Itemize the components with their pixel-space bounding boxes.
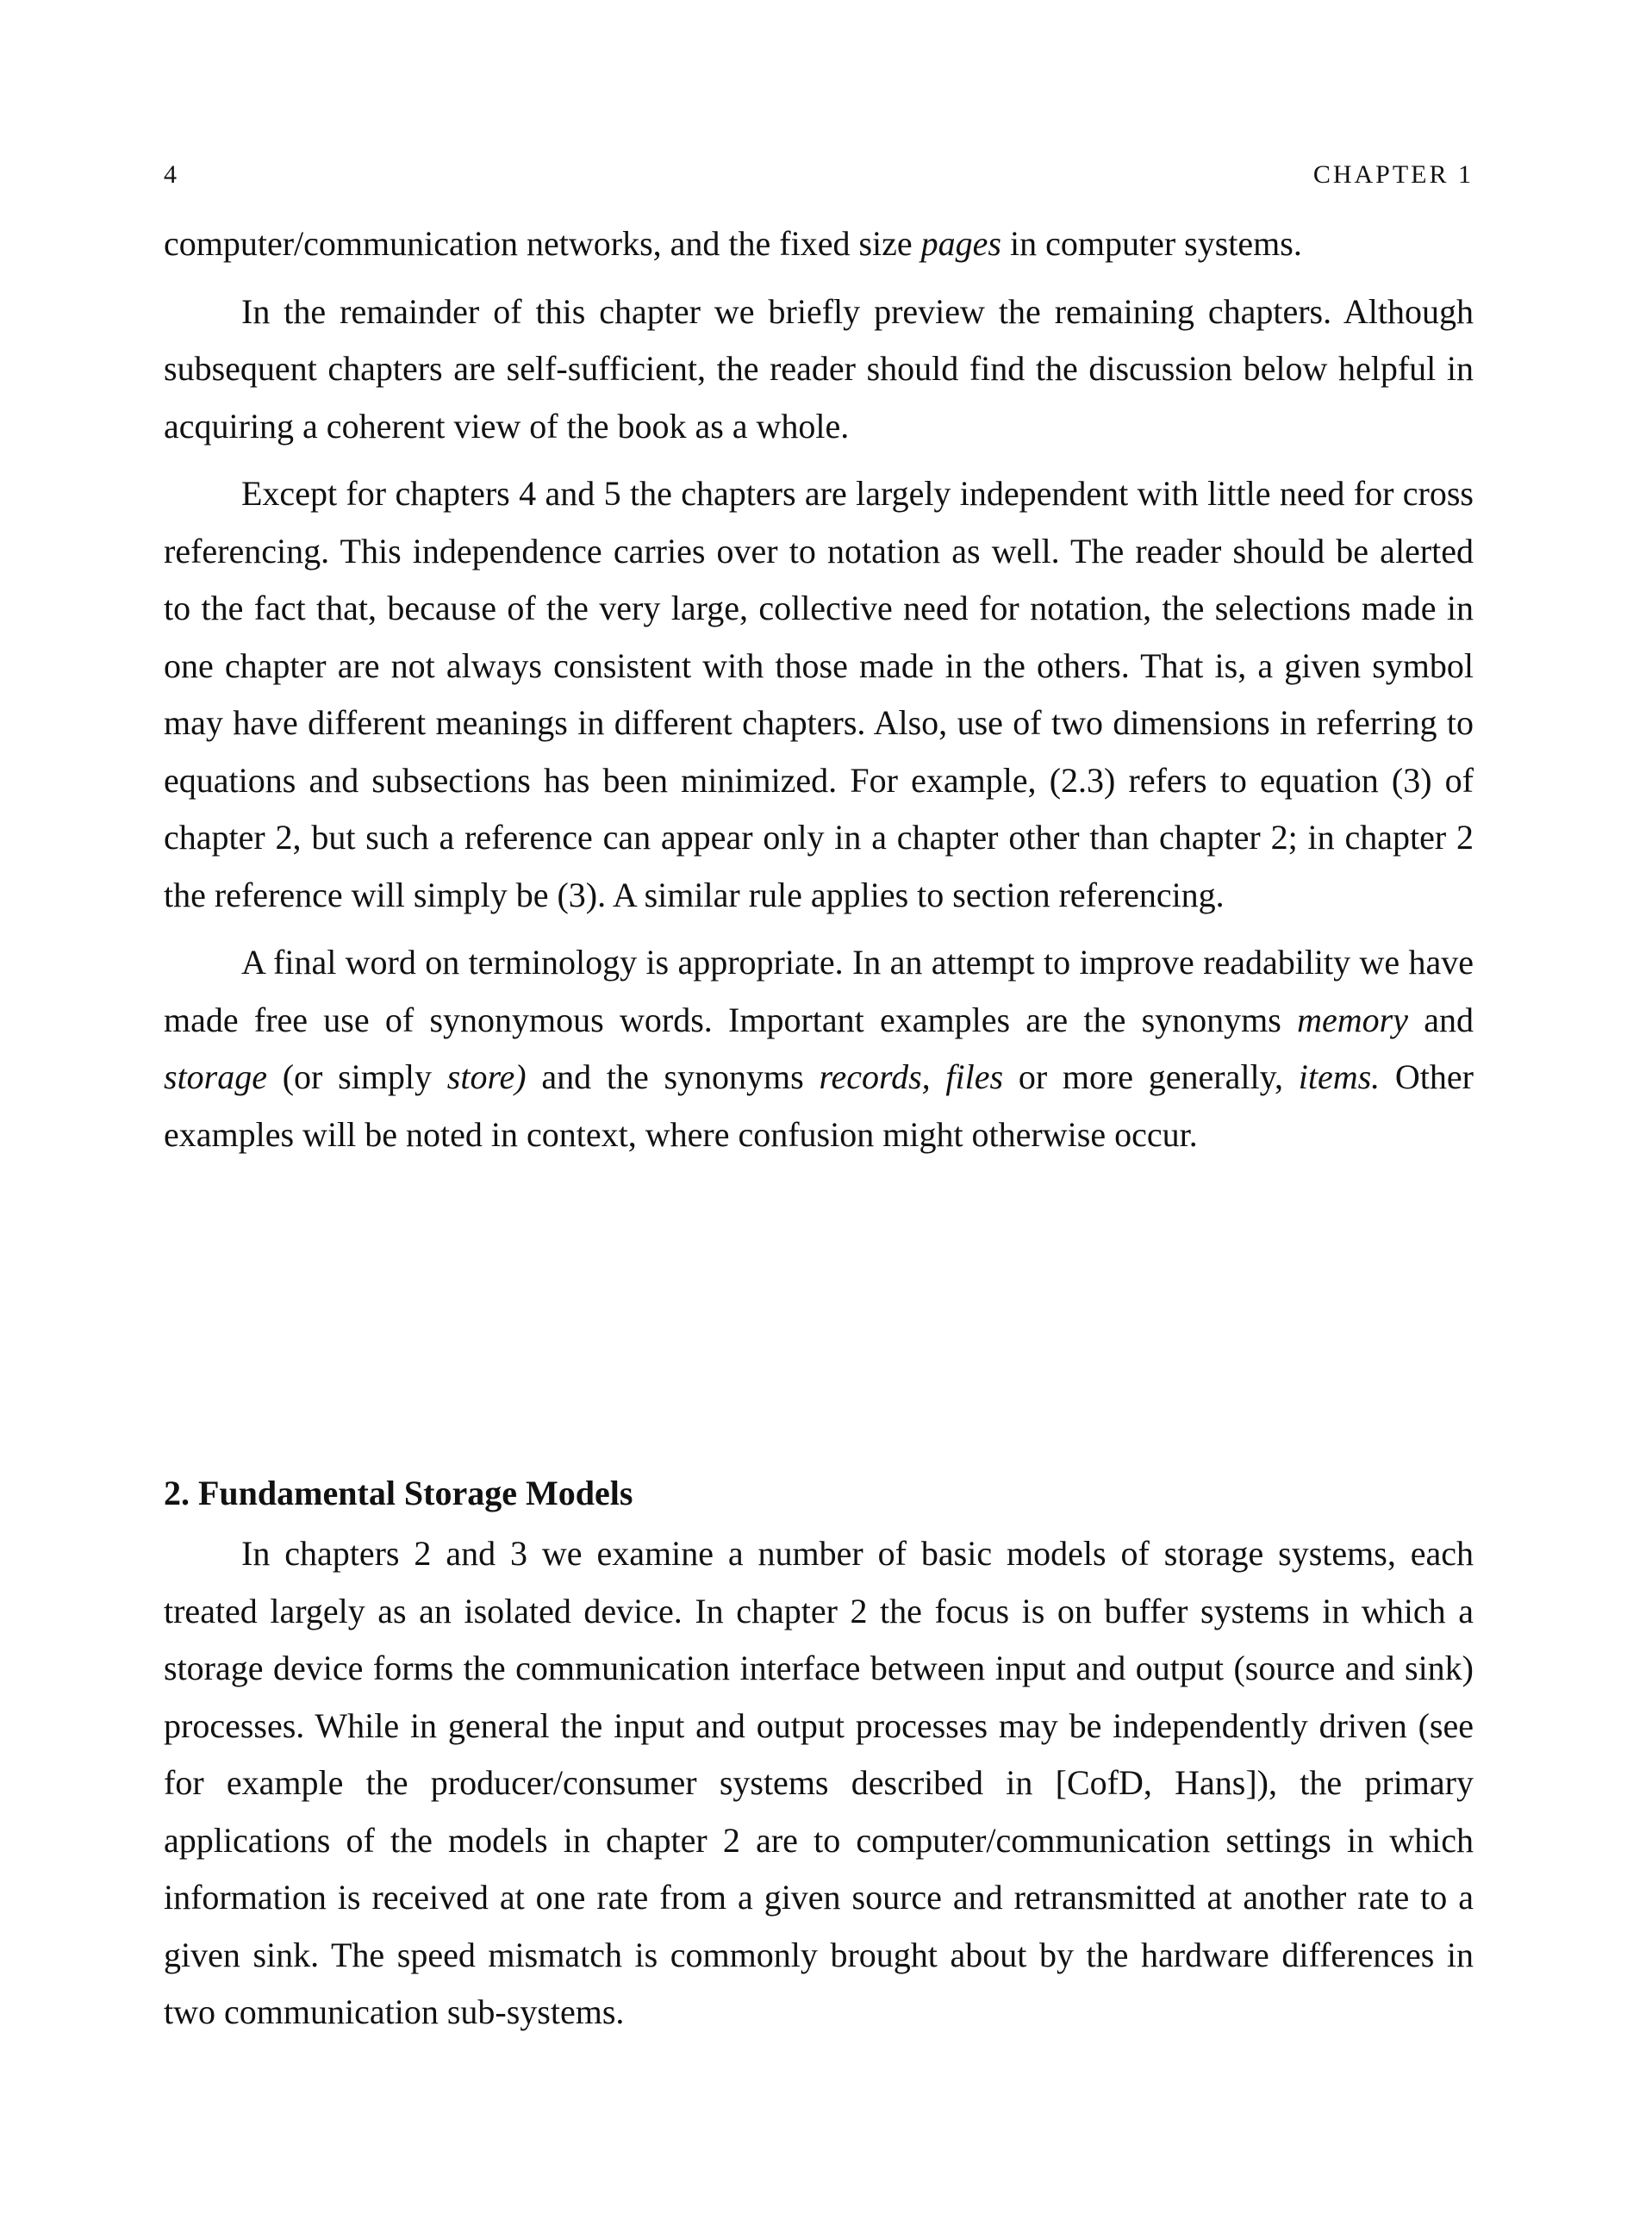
paragraph-terminology bbox=[164, 934, 1474, 1163]
text-run: Other examples will be noted in context, where confusion might otherwise occur. bbox=[164, 1057, 1474, 1154]
paragraph-storage-models: In chapters 2 and 3 we examine a number of basic models of storage systems, each treated largely as an isolated device. In chapter 2 the focus is on buffer systems in which a storage device forms the communication interface between input and output (source and sink) processes. While in general the input and output processes may be independently driven (see for example the producer/consumer systems described in [CofD, Hans]), the primary applications of the models in chapter 2 are to computer/communication settings in which information is received at one rate from a given source and retransmitted at another rate to a given sink. The speed mismatch is commonly brought about by the hardware differences in two communication sub-systems. bbox=[164, 1534, 1474, 2031]
text-run: in computer systems. bbox=[1001, 224, 1302, 263]
text-run: A final word on terminology is appropriate. In an attempt to improve readability we have made free use of synonymous words. Important examples are the synonyms bbox=[164, 943, 1474, 1039]
text-run: or more generally, bbox=[1003, 1057, 1299, 1096]
section-heading: 2. Fundamental Storage Models bbox=[164, 1474, 633, 1512]
italic-term: items. bbox=[1298, 1057, 1381, 1096]
running-head bbox=[164, 160, 1474, 195]
italic-term: store) bbox=[446, 1057, 527, 1096]
paragraph-preview: In the remainder of this chapter we briefly preview the remaining chapters. Although subsequent chapters are self-sufficient, the reader should find the discussion below helpful in acquiring a coherent view of the book as a whole. bbox=[164, 291, 1474, 446]
paragraph-continuation bbox=[164, 215, 1474, 273]
chapter-label: CHAPTER 1 bbox=[1312, 160, 1474, 189]
text-run: and the synonyms bbox=[526, 1057, 820, 1096]
text-run: computer/communication networks, and the fixed size bbox=[164, 224, 921, 263]
text-run: (or simply bbox=[267, 1057, 447, 1096]
section-text-block bbox=[164, 1525, 1474, 2042]
italic-term: memory bbox=[1297, 1000, 1408, 1039]
italic-term: pages bbox=[920, 224, 1001, 263]
intro-text-block bbox=[164, 215, 1474, 1163]
paragraph-notation: Except for chapters 4 and 5 the chapters are largely independent with little need for cross referencing. This independence carries over to notation as well. The reader should be alerted to the fact that, because of the very large, collective need for notation, the selections made in one chapter are not always consistent with those made in the others. That is, a given symbol may have different meanings in different chapters. Also, use of two dimensions in referring to equations and subsections has been minimized. For example, (2.3) refers to equation (3) of chapter 2, but such a reference can appear only in a chapter other than chapter 2; in chapter 2 the reference will simply be (3). A similar rule applies to section referencing. bbox=[164, 474, 1474, 914]
italic-term: storage bbox=[164, 1057, 267, 1096]
page-number: 4 bbox=[164, 160, 178, 189]
italic-term: records, files bbox=[819, 1057, 1004, 1096]
text-run: and bbox=[1407, 1000, 1474, 1039]
